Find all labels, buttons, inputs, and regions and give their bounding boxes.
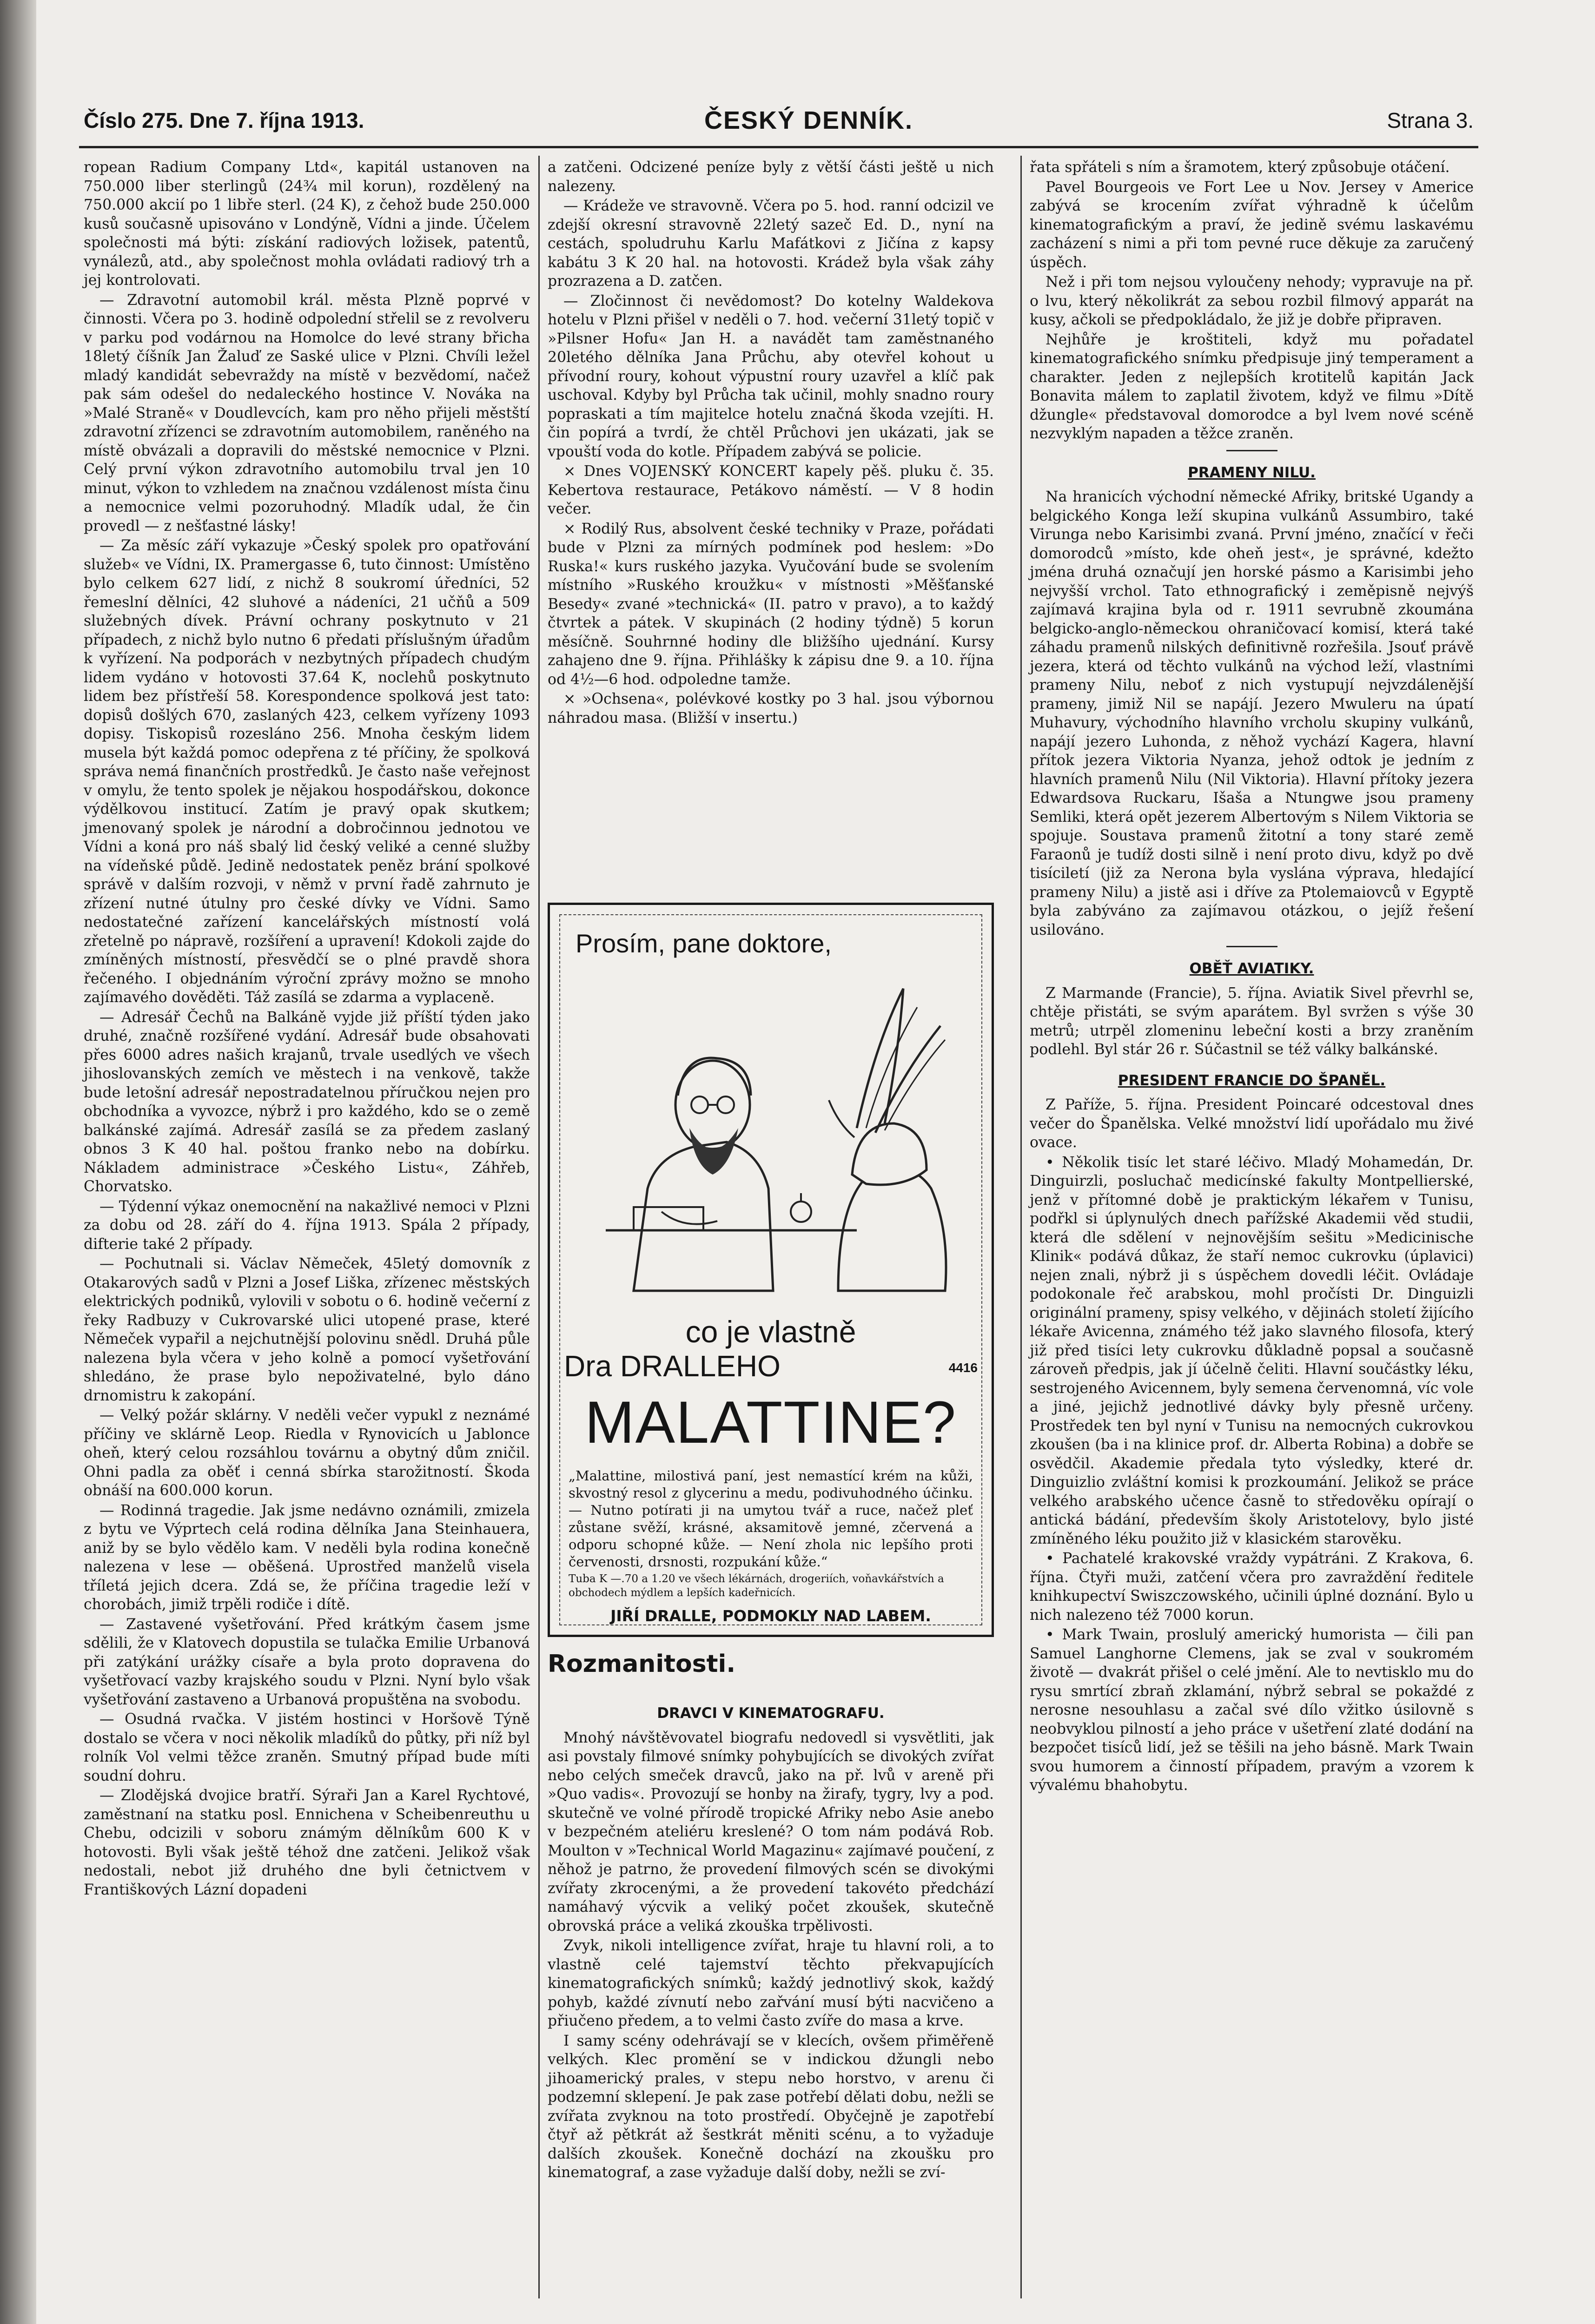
article-paragraph: Pavel Bourgeois ve Fort Lee u Nov. Jersey v Americe zabývá se krocením zvířat výhradně k účelům kinematografickým a praví, že jedině svému laskavému zacházení s nimi a při tom pevné ruce děkuje za zaručený úspěch. bbox=[1030, 178, 1474, 271]
article-heading: PRAMENY NILU. bbox=[1188, 464, 1316, 481]
newspaper-title: ČESKÝ DENNÍK. bbox=[704, 106, 913, 134]
article-paragraph: Než i při tom nejsou vyloučeny nehody; vypravuje na př. o lvu, který několikrát za sebou rozbil filmový apparát na kusy, ačkoli se předpokládalo, že již je dobře připraven. bbox=[1030, 274, 1474, 328]
separator-rule bbox=[1226, 450, 1277, 451]
ad-code: 4416 bbox=[948, 1360, 978, 1375]
ad-headline: Prosím, pane doktore, bbox=[576, 929, 832, 958]
article-paragraph: Mnohý návštěvovatel biografu nedovedl si vysvětliti, jak asi povstaly filmové snímky pohybujících se divokých zvířat nebo celých smeček dravců, jako na př. lvů v areně při »Quo vadis«. Provozují se honby na žirafy, tygry, lvy a pod. skutečně ve volné přírodě tropické Afriky nebo Asie anebo v bezpečném ateliéru kreslené? O tom nám podává Rob. Moulton v »Technical World Magazinu« zajímavé poučení, z něhož je patrno, že provedení filmových scén se divokými zvířaty zkrocenými, a že provedení takovéto předchází namáhavý výcvik a veliký počet zkoušek, skutečně obrovská práce a veliká zkouška trpělivosti. bbox=[548, 1729, 994, 1934]
separator-rule bbox=[1226, 946, 1277, 947]
header-rule bbox=[79, 146, 1478, 148]
article-paragraph: — Pochutnali si. Václav Němeček, 45letý domovník z Otakarových sadů v Plzni a Josef Liška, zřízenec městských elektrických podniků, vylovili v sobotu o 6. hodině večerní z řeky Radbuzy v Cukrovarské ulici utopené prase, které Němeček vypařil a nejchutnější polovinu snědl. Druhá půle nalezena byla včera v jeho kolně a pomocí vyšetřování shledáno, že prase bylo nepoživatelné, bylo dáno drnomistru k zakopání. bbox=[84, 1255, 530, 1404]
ad-price: Tuba K —.70 a 1.20 ve všech lékárnách, drogeriích, voňavkářstvích a obchodech mýdlem a lepších kadeřnicích. bbox=[569, 1573, 944, 1599]
article-heading: PRESIDENT FRANCIE DO ŠPANĚL. bbox=[1118, 1072, 1386, 1089]
newspaper-page bbox=[79, 98, 1478, 2301]
column-3 bbox=[1030, 158, 1474, 1796]
article-paragraph: • Pachatelé krakovské vraždy vypátráni. Z Krakova, 6. října. Čtyři muži, zatčení včera pro zavraždění ředitele knihkupectví Swiszczowského, učinili úplné doznání. Bylo u nich nalezeno též 7000 korun. bbox=[1030, 1550, 1474, 1624]
article-paragraph: Nejhůře je kroštiteli, když mu pořadatel kinematografického snímku předpisuje jiný temperament a charakter. Jeden z nejlepších krotitelů kapitán Jack Bonavita málem to zaplatil životem, když ve filmu »Dítě džungle« představoval domorodce a byl lvem nové scéně nezvyklým napaden a těžce zraněn. bbox=[1030, 331, 1474, 442]
article-paragraph: — Rodinná tragedie. Jak jsme nedávno oznámili, zmizela z bytu ve Výprtech celá rodina dělníka Jana Steinhauera, aniž by se bylo vědělo kam. V neděli byla rodina konečně nalezena v lese — oběšená. Uprostřed manželů visela tříletá jejich dcera. Zdá se, že příčina tragedie leží v chorobách, jimiž trpěli rodiče i dítě. bbox=[84, 1502, 530, 1613]
article-paragraph: — Krádeže ve stravovně. Včera po 5. hod. ranní odcizil ve zdejší okresní stravovně 22letý sazeč Ed. D., nyní na cestách, spoludruhu Karlu Mafátkovi z Jičína z kapsy kabátu 3 K 20 hal. na hotovosti. Krádež byla však záhy prozrazena a D. zatčen. bbox=[548, 198, 994, 290]
article-paragraph: a zatčeni. Odcizené peníze byly z větší části ještě u nich nalezeny. bbox=[548, 159, 994, 195]
notice-paragraph: × »Ochsena«, polévkové kostky po 3 hal. jsou výbornou náhradou masa. (Bližší v insertu.) bbox=[548, 691, 994, 726]
article-paragraph: — Týdenní výkaz onemocnění na nakažlivé nemoci v Plzni za dobu od 28. září do 4. října 1913. Spála 2 případy, difterie také 2 případy. bbox=[84, 1198, 530, 1253]
article-paragraph: — Zločinnost či nevědomost? Do kotelny Waldekova hotelu v Plzni přišel v neděli o 7. hod. večerní 31letý topič v »Pilsner Hofu« Jan H. a navádět tam zaměstnaného 20letého dělníka Jana Průchu, aby otevřel kohout u přívodní roury, kohout výpustní roury uzavřel a klíč pak uschoval. Kdyby byl Průcha tak učinil, mohly snadno roury popraskati a tím majitelce hotelu značná škoda vzejíti. H. čin popírá a tvrdí, že chtěl Průchovi jen ukázati, jak se vpouští voda do kotle. Případem zabývá se policie. bbox=[548, 292, 994, 460]
ad-brand: MALATTINE? bbox=[585, 1389, 957, 1456]
article-paragraph: — Osudná rvačka. V jistém hostinci v Horšově Týně dostalo se včera v noci několik mladíků do půtky, při níž byl rolník Vol velmi těžce zraněn. Smutný případ bude míti soudní dohru. bbox=[84, 1711, 530, 1784]
article-paragraph: • Několik tisíc let staré léčivo. Mladý Mohamedán, Dr. Dinguirzli, posluchač medicínské fakulty Montpellierské, jenž v přítomné době je praktickým lékařem v Tunisu, podřkl si úplynulých dnech pařížské Akademii věd studii, která dle sdělení v nejnovějším sešitu »Medicinische Klinik« podává důkaz, že staří nemoc cukrovku (úplavici) nejen znali, nýbrž ji s úspěchem dovedli léčit. Ovládaje podokonale řeč arabskou, mohl pročísti Dr. Dinguizli originální prameny, spisy velkého, v dějinách století žijícího lékaře Avicenna, známého též jako slavného filosofa, který již před tisíci lety cukrovku důkladně popsal a současně zároveň předpis, jak jí účelně čeliti. Hlavní součástky léku, sestrojeného Avicennem, byly semena červenomná, víc vole a jiné, jejichž jednotlivé dávky byly přesně určeny. Prostředek ten byl nyní v Tunisu na nemocných cukrovkou zkoušen (ba i na klinice prof. dr. Alberta Robina) a dobře se osvědčil. Akademie předala tyto výsledky, které dr. Dinguizlio zvláštní komisi k prozkoumání. Jelikož se práce velkého arabského učence časně to středověku opírají o antická bádání, především školy Aristotelovy, bylo jisté zmíněného léku použito již v klasickém starověku. bbox=[1030, 1154, 1474, 1547]
article-paragraph: — Zdravotní automobil král. města Plzně poprvé v činnosti. Včera po 3. hodině odpolední střelil se z revolveru v parku pod vodárnou na Homolce do levé strany břicha 18letý číšník Jan Žaluď ze Saské ulice v Plzni. Chvíli ležel mladý kandidát sebevraždy na místě v bezvědomí, načež pak sám odešel do nedaleckého hostince V. Nováka na »Malé Straně« v Doudlevcích, kam pro něho přijeli městští zdravotní zřízenci se zdravotním automobilem, raněného na místě obvázali a dopravili do městské nemocnice v Plzni. Celý první výkon zdravotního automobilu trval jen 10 minut, výkon to vzhledem na značnou vzdálenost místa činu a nemocnice velmi pozoruhodný. Mladík udal, že čin provedl — z nešťastné lásky! bbox=[84, 291, 530, 535]
article-paragraph: Zvyk, nikoli intelligence zvířat, hraje tu hlavní roli, a to vlastně celé tajemství těchto překvapujících kinematografických snímků; každý jednotlivý skok, každý pohyb, každé zívnutí nebo zařvání musí býti nacvičeno a přiučeno předem, a to velmi často zvíře do masa a krve. bbox=[548, 1937, 994, 2029]
ad-firm: JIŘÍ DRALLE, PODMOKLY NAD LABEM. bbox=[610, 1607, 931, 1625]
section-title: Rozmanitosti. bbox=[548, 1650, 736, 1678]
article-heading: OBĚŤ AVIATIKY. bbox=[1189, 960, 1314, 977]
malattine-advertisement bbox=[548, 903, 994, 1637]
article-paragraph: — Zastavené vyšetřování. Před krátkým časem jsme sdělili, že v Klatovech dopustila se tulačka Emilie Urbanová při zatýkání urážky císaře a byla proto dopravena do vyšetřovací vazby krajského soudu v Plzni. Nyní bylo však vyšetřování zastaveno a Urbanová propuštěna na svobodu. bbox=[84, 1616, 530, 1708]
article-paragraph: — Velký požár sklárny. V neděli večer vypukl z neznámé příčiny ve sklárně Leop. Riedla v Rynovicích u Jablonce oheň, který celou rozsáhlou továrnu a obytný dům zničil. Ohni padla za oběť i cenná sbírka starožitností. Škoda obnáší na 600.000 korun. bbox=[84, 1407, 530, 1499]
column-2 bbox=[548, 158, 994, 728]
article-paragraph: Z Paříže, 5. října. President Poincaré odcestoval dnes večer do Španělska. Velké množství lidí upořádalo mu živé ovace. bbox=[1030, 1096, 1474, 1151]
binding-edge bbox=[0, 0, 36, 2324]
issue-line: Číslo 275. Dne 7. října 1913. bbox=[84, 108, 364, 132]
article-paragraph: I samy scény odehrávají se v klecích, ovšem přiměřeně velkých. Klec promění se v indickou džungli nebo jihoamerický prales, v stepu nebo horstvo, v arenu či podzemní sklepení. Je pak zase potřebí dělati dobu, nežli se zvířata zvyknou na toto prostředí. Obyčejně je zapotřebí čtyř až pětkrát až šestkrát měniti scénu, a to vyžaduje dalších zkoušek. Konečně dochází na zkoušku pro kinematograf, a zase vyžaduje další doby, nežli se zví- bbox=[548, 2032, 994, 2181]
notice-paragraph: × Rodilý Rus, absolvent české techniky v Praze, pořádati bude v Plzni za mírných podmínek pod heslem: »Do Ruska!« kurs ruského jazyka. Vyučování bude se svolením místního »Ruského kroužku« v místnosti »Měšťanské Besedy« zvané »technická« (II. patro v pravo), a to každý čtvrtek a pátek. V skupinách (2 hodiny týdně) 5 korun měsíčně. Souhrnné hodiny dle bližšího ujednání. Kursy zahajeno dne 9. října. Přihlášky k zápisu dne 9. a 10. října od 4½—6 hod. odpoledne tamže. bbox=[548, 520, 994, 688]
ad-question: co je vlastně bbox=[685, 1314, 856, 1349]
article-paragraph: ropean Radium Company Ltd«, kapitál ustanoven na 750.000 liber sterlingů (24¾ mil korun), rozdělený na 750.000 akcií po 1 libře sterl. (24 K), z čehož bude 250.000 kusů současně upisováno v Londýně, Vídni a jinde. Účelem společnosti má býti: získání radiových ložisek, patentů, vynálezů, atd., aby společnost mohla ovládati radiový trh a jej kontrolovati. bbox=[84, 159, 530, 289]
column-2-feature bbox=[548, 1692, 994, 2183]
article-paragraph: — Adresář Čechů na Balkáně vyjde již příští týden jako druhé, značně rozšířené vydání. Adresář bude obsahovati přes 6000 adres našich krajanů, trvale usedlých ve všech jihoslovanských zemích ve městech i na venkově, takže bude letošní adresář nepostradatelnou příručkou nejen pro obchodníka a vyvozce, nýbrž i pro každého, kdo se o země balkánské zajímá. Adresář zasílá se za předem zaslaný obnos 3 K 40 hal. poštou franko nebo na dobírku. Nákladem administrace »Českého Listu«, Záhřeb, Chorvatsko. bbox=[84, 1009, 530, 1195]
page-number: Strana 3. bbox=[1387, 108, 1474, 132]
column-divider bbox=[538, 156, 540, 2298]
article-paragraph: řata spřáteli s ním a šramotem, který způsobuje otáčení. bbox=[1030, 159, 1450, 176]
ad-body: „Malattine, milostivá paní, jest nemastící krém na kůži, skvostný resol z glycerinu a medu, podivuhodného účinku. — Nutno potírati ji na umytou tvář a ruce, načež pleť zůstane svěží, krásné, aksamitově jemné, zčervená a odporu schopné kůže. — Není zhola nic lepšího proti červenosti, drsnosti, rozpukání kůže.“ bbox=[569, 1468, 973, 1570]
article-paragraph: Na hranicích východní německé Afriky, britské Ugandy a belgického Konga leží skupina vulkánů Assumbiro, také Virunga nebo Karisimbi zvaná. První jméno, značící v řeči domorodců »místo, kde oheň jest«, je správné, kdežto jména druhá označují jen horské pásmo a Karisimbi jeho nejvyšší vrchol. Tato ethnografický i zeměpisně nejvýš zajímavá krajina byla od r. 1911 sevrubně zkoumána belgicko-anglo-německou ohraničovací komisí, která také záhadu pramenů nilských definitivně rozřešila. Jsouť právě jezera, která od těchto vulkánů na východ leží, vlastními prameny Nilu, neboť z nich vystupují nejvzdálenější prameny, jimiž Nil se napájí. Jezero Mwuleru na úpatí Muhavury, východního hlavního vrcholu skupiny vulkánů, napájí jezero Luhonda, z něhož vychází Kagera, hlavní přítok jezera Viktoria Nyanza, jehož odtok je jedním z hlavních pramenů Nilu (Nil Viktoria). Hlavní přítoky jezera Edwardsova Ruckaru, Išaša a Ntungwe jsou prameny Semliki, která opět jezerem Albertovým s Nilem Viktoria se spojuje. Soustava pramenů žitotní a tony staré země Faraonů je tudíž dosti silně i není proto divu, když po dvě tisíciletí (již za Nerona byla vyslána výprava, hledající prameny Nilu) a jistě asi i dříve za Ptolemaiovců v Egyptě byla zabýváno za zajímavou otázkou, o jejíž řešení usilováno. bbox=[1030, 489, 1474, 938]
article-paragraph: — Zlodějská dvojice bratří. Sýraři Jan a Karel Rychtové, zaměstnaní na statku posl. Ennichena v Scheibenreuthu u Chebu, odcizili v soboru známým dělníkům 600 K v hotovosti. Byli však ještě téhož dne zatčeni. Jelikož však nedostali, nebot již druhého dne byli četnictvem v Františkových Lázní dopadeni bbox=[84, 1787, 530, 1898]
article-paragraph: — Za měsíc září vykazuje »Český spolek pro opatřování služeb« ve Vídni, IX. Pramergasse 6, tuto činnost: Umístěno bylo celkem 627 lidí, z nichž 8 soukromí úředníci, 52 řemeslní dělníci, 42 sluhové a nádeníci, 21 učňů a 509 služebných dívek. Právní ochrany poskytnuto v 21 případech, z nichž bylo nutno 6 předati příslušným úřadům k vyřízení. Na podporách v nezbytných případech chudým lidem vydáno v hotovosti 37.64 K, noclehů poskytnuto lidem bez přístřeší 58. Korespondence spolková jest tato: dopisů došlých 670, zaslaných 423, celkem vyřízeny 1093 dopisy. Tiskopisů rozesláno 256. Mnoha českým lidem musela být každá pomoc odepřena z té příčiny, že spolková správa nemá finančních prostředků. Je často naše veřejnost v omylu, že tento spolek je nějakou hospodářskou, dokonce výdělkovou institucí. Zatím je pravý opak skutkem; jmenovaný spolek je národní a dobročinnou jednotou ve Vídni a koná pro náš sbalý lid český veliké a cenné služby na vídeňské půdě. Jedině nedostatek peněz brání spolkové správě v dalším rozvoji, v němž v první řadě zahrnuto je zřízení nutné útulny pro české dívky ve Vídni. Samo nedostatečné zařízení kancelářských místností volá zřetelně po nápravě, rozšíření a upravení! Kdokoli zajde do zmíněných místností, přesvědčí se o plné pravdě shora řečeného. I objednáním výroční zprávy možno se mnoho zajímavého dověděti. Táž zasílá se zdarma a vyplaceně. bbox=[84, 537, 530, 1006]
article-paragraph: • Mark Twain, proslulý americký humorista — čili pan Samuel Langhorne Clemens, jak se zval v soukromém životě — dvakrát přišel o celé jmění. Ale to nevtisklo mu do rysu smrtící zbraň zklamání, nýbrž sebral se pokaždé z nerosne nesouhlasu a začal své dílo vžitko úsilovně s neobvyklou pilností a jeho práce v ušetření zlaté dodání na bezpočet tisíců lidí, jež se těšili na jeho básně. Mark Twain svou humorem a činností případem, pravým a vzorem k vývalému bhahobytu. bbox=[1030, 1626, 1474, 1794]
page-header bbox=[79, 98, 1478, 139]
ad-illustration bbox=[578, 970, 959, 1295]
column-1 bbox=[84, 158, 530, 1900]
column-divider bbox=[1020, 156, 1022, 2298]
notice-paragraph: × Dnes VOJENSKÝ KONCERT kapely pěš. pluku č. 35. Kebertova restaurace, Petákovo náměstí. — V 8 hodin večer. bbox=[548, 463, 994, 517]
article-heading: DRAVCI V KINEMATOGRAFU. bbox=[657, 1705, 885, 1722]
ad-product-maker: Dra DRALLEHO bbox=[564, 1349, 781, 1383]
article-paragraph: Z Marmande (Francie), 5. října. Aviatik Sivel převrhl se, chtěje přistáti, se svým aparátem. Byl svržen s výše 30 metrů; utrpěl zlomeninu lebeční kosti a brzy zraněním podlehl. Byl stár 26 r. Súčastnil se též války balkánské. bbox=[1030, 984, 1474, 1058]
